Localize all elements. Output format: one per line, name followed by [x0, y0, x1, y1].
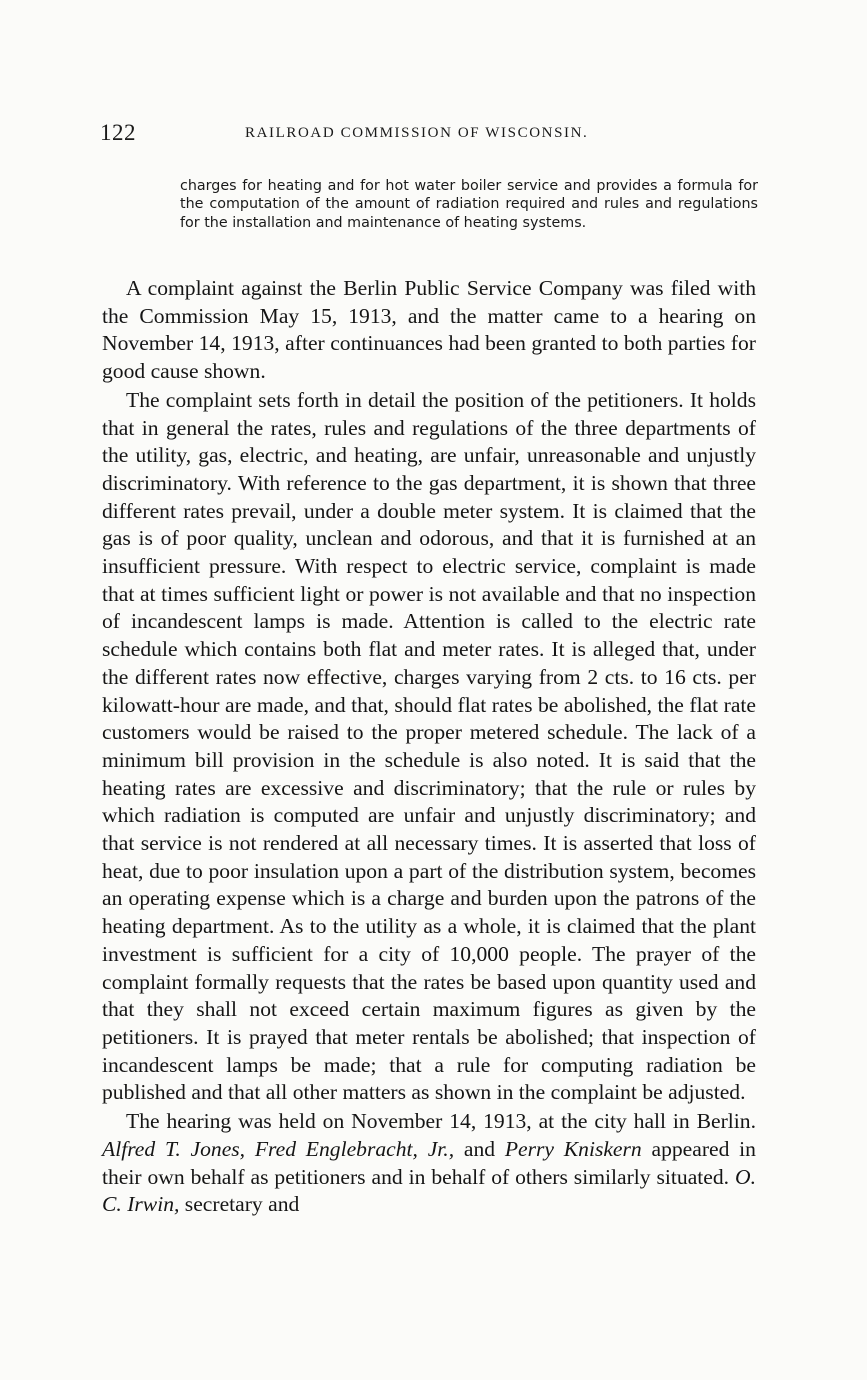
- running-head: [100, 120, 760, 150]
- paragraph-hearing: [102, 1108, 756, 1219]
- petitioner-name-kniskern: Perry Kniskern: [504, 1136, 642, 1161]
- hearing-text-4: secretary and: [179, 1192, 300, 1217]
- page-number: 122: [100, 120, 136, 145]
- headnote: charges for heating and for hot water boiler service and provides a formula for the computation of the amount of radiation required and rules and regulations for the installation and maintenance of heating systems.: [180, 178, 758, 231]
- respondent-name-irwin: O. C. Irwin,: [102, 1164, 756, 1217]
- hearing-text-2: and: [454, 1136, 505, 1161]
- petitioner-names: Alfred T. Jones, Fred Englebracht, Jr.,: [102, 1136, 455, 1161]
- paragraph-complaint-details: The complaint sets forth in detail the position of the petitioners. It holds that in general the rates, rules and regulations of the three departments of the utility, gas, electric, and heating, are unfair, unreasonable and unjustly discriminatory. With reference to the gas department, it is shown that three different rates prevail, under a double meter system. It is claimed that the gas is of poor quality, unclean and odorous, and that it is furnished at an insufficient pressure. With respect to electric service, complaint is made that at times sufficient light or power is not available and that no inspection of incandescent lamps is made. Attention is called to the electric rate schedule which contains both flat and meter rates. It is alleged that, under the different rates now effective, charges varying from 2 cts. to 16 cts. per kilowatt-hour are made, and that, should flat rates be abolished, the flat rate customers would be raised to the proper metered schedule. The lack of a minimum bill provision in the schedule is also noted. It is said that the heating rates are excessive and discriminatory; that the rule or rules by which radiation is computed are unfair and unjustly discriminatory; and that service is not rendered at all necessary times. It is asserted that loss of heat, due to poor insulation upon a part of the distribution system, becomes an operating expense which is a charge and burden upon the patrons of the heating department. As to the utility as a whole, it is claimed that the plant investment is sufficient for a city of 10,000 people. The prayer of the complaint formally requests that the rates be based upon quantity used and that they shall not exceed certain maximum figures as given by the petitioners. It is prayed that meter rentals be abolished; that inspection of incandescent lamps be made; that a rule for computing radiation be published and that all other matters as shown in the complaint be adjusted.: [102, 387, 756, 1105]
- paragraph-complaint-filed: A complaint against the Berlin Public Service Company was filed with the Commission May 15, 1913, and the matter came to a hearing on November 14, 1913, after continuances had been granted to both parties for good cause shown.: [102, 276, 756, 384]
- running-title: RAILROAD COMMISSION OF WISCONSIN.: [245, 125, 589, 141]
- body-text: [102, 275, 756, 1220]
- hearing-text-3: appeared in their own behalf as petitioners and in behalf of others similarly situated.: [102, 1136, 756, 1189]
- hearing-text-1: The hearing was held on November 14, 1913, at the city hall in Berlin.: [126, 1109, 756, 1134]
